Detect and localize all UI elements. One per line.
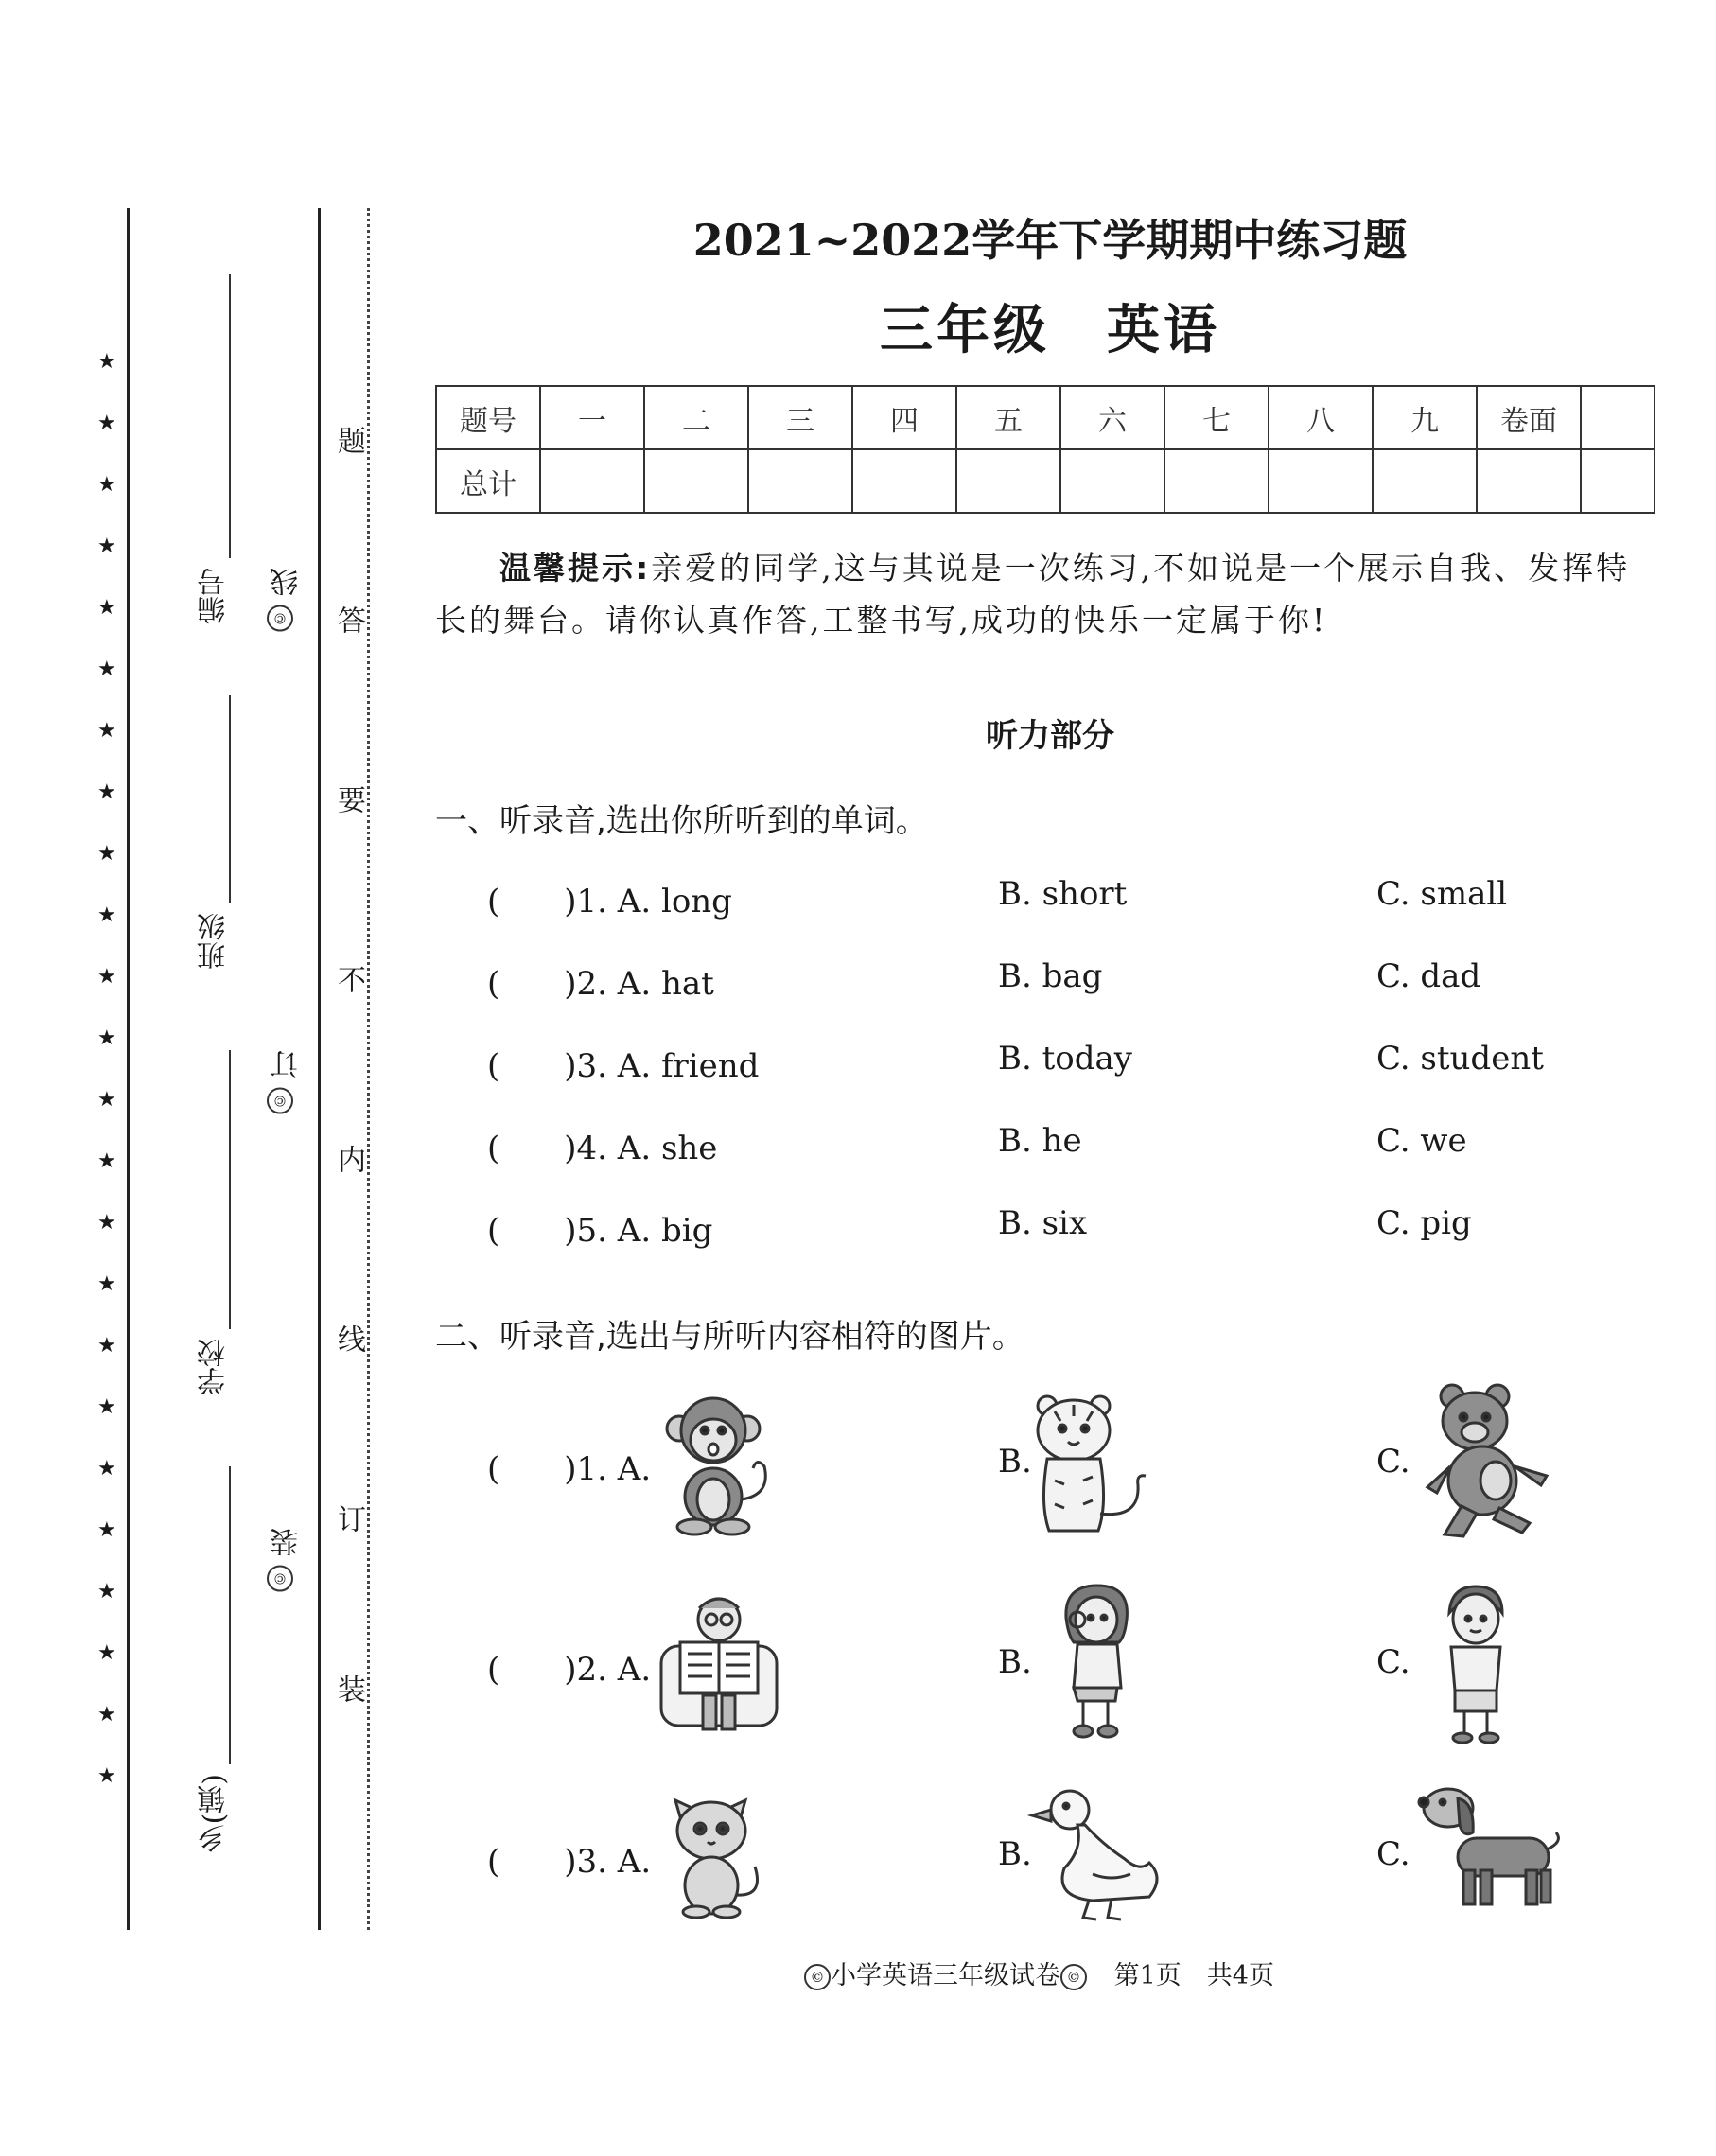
- field-line-number[interactable]: [229, 274, 231, 558]
- footer-page: 第1页 共4页: [1113, 1961, 1274, 1990]
- star-icon: ★: [97, 842, 116, 866]
- ring-icon: ©: [1060, 1964, 1087, 1990]
- question-option-a[interactable]: ( )4. A. she: [487, 1130, 718, 1167]
- score-input-cell[interactable]: [1060, 449, 1164, 513]
- star-icon: ★: [97, 596, 116, 620]
- cut-mark-order: [267, 1050, 308, 1114]
- question-row: [487, 1122, 1670, 1169]
- star-icon: ★: [97, 1088, 116, 1112]
- score-cell: 总计: [436, 449, 540, 513]
- picture-option-c[interactable]: C.: [1376, 1835, 1410, 1873]
- score-cell: [1581, 386, 1655, 449]
- ring-icon: ©: [267, 1088, 293, 1114]
- star-icon: ★: [97, 719, 116, 743]
- ring-icon: ©: [267, 1566, 293, 1592]
- picture-option-b[interactable]: B.: [998, 1443, 1032, 1481]
- warm-tip: [435, 542, 1657, 646]
- star-icon: ★: [97, 965, 116, 989]
- question-option-a[interactable]: ( )5. A. big: [487, 1212, 713, 1250]
- question-row: [487, 957, 1670, 1005]
- score-input-cell[interactable]: [748, 449, 852, 513]
- field-label-town: 乡(镇): [198, 1774, 231, 1853]
- warning-char: 装: [332, 1674, 365, 1703]
- picture-option-c[interactable]: C.: [1376, 1643, 1410, 1681]
- picture-option-b[interactable]: B.: [998, 1643, 1032, 1681]
- tiger-picture[interactable]: [1026, 1391, 1159, 1537]
- picture-option-c[interactable]: C.: [1376, 1443, 1410, 1481]
- cut-mark-bind: [267, 1528, 308, 1592]
- cut-mark-label: 线: [271, 568, 304, 596]
- question-option-b[interactable]: B. six: [998, 1204, 1088, 1242]
- star-icon: ★: [97, 903, 116, 927]
- star-icon: ★: [97, 1457, 116, 1481]
- footer-text: 小学英语三年级试卷: [831, 1961, 1060, 1990]
- exam-title: 2021~2022学年下学期期中练习题: [692, 215, 1408, 266]
- score-cell: 四: [852, 386, 956, 449]
- score-cell: 三: [748, 386, 852, 449]
- question-row: [487, 875, 1670, 922]
- duck-picture[interactable]: [1026, 1783, 1168, 1925]
- question-option-c[interactable]: C. small: [1376, 875, 1508, 913]
- listening-heading: 听力部分: [986, 717, 1114, 755]
- star-icon: ★: [97, 473, 116, 497]
- score-cell: 八: [1269, 386, 1373, 449]
- bear-picture[interactable]: [1424, 1381, 1556, 1542]
- star-icon: ★: [97, 1518, 116, 1542]
- field-label-number: 编号: [198, 568, 231, 624]
- star-icon: ★: [97, 1149, 116, 1173]
- score-cell: 二: [644, 386, 748, 449]
- warning-char: 题: [332, 426, 365, 454]
- question-row: [487, 1204, 1670, 1252]
- star-icon: ★: [97, 1580, 116, 1604]
- score-input-cell[interactable]: [1477, 449, 1581, 513]
- field-line-town[interactable]: [229, 1466, 231, 1764]
- ring-icon: ©: [267, 605, 293, 632]
- star-icon: ★: [97, 1211, 116, 1235]
- star-icon: ★: [97, 412, 116, 435]
- picture-option-a[interactable]: ( )3. A.: [487, 1843, 652, 1881]
- part1-title: 一、听录音,选出你所听到的单词。: [435, 802, 928, 840]
- warning-char: 订: [332, 1504, 365, 1533]
- score-input-cell[interactable]: [1581, 449, 1655, 513]
- picture-option-a[interactable]: ( )2. A.: [487, 1651, 652, 1689]
- score-input-cell[interactable]: [1373, 449, 1477, 513]
- score-cell: 六: [1060, 386, 1164, 449]
- question-option-b[interactable]: B. short: [998, 875, 1128, 913]
- question-option-a[interactable]: ( )1. A. long: [487, 883, 732, 920]
- question-option-b[interactable]: B. bag: [998, 957, 1103, 995]
- picture-option-b[interactable]: B.: [998, 1835, 1032, 1873]
- star-icon: ★: [97, 1026, 116, 1050]
- warning-char: 不: [332, 965, 365, 993]
- star-icon: ★: [97, 350, 116, 374]
- score-cell: 题号: [436, 386, 540, 449]
- score-input-cell[interactable]: [644, 449, 748, 513]
- warning-char: 内: [332, 1145, 365, 1173]
- grandpa-picture[interactable]: [657, 1589, 780, 1736]
- cut-mark-label: 订: [271, 1050, 304, 1078]
- question-option-c[interactable]: C. dad: [1376, 957, 1481, 995]
- warm-tip-label: 温馨提示:: [499, 550, 652, 587]
- score-cell: 五: [956, 386, 1060, 449]
- score-input-cell[interactable]: [852, 449, 956, 513]
- star-icon: ★: [97, 1334, 116, 1358]
- part2-title: 二、听录音,选出与所听内容相符的图片。: [435, 1318, 1024, 1356]
- score-input-cell[interactable]: [1269, 449, 1373, 513]
- cat-picture[interactable]: [662, 1783, 766, 1920]
- field-label-class: 班级: [198, 913, 231, 970]
- cut-mark-line: [267, 568, 308, 632]
- warning-char: 要: [332, 785, 365, 814]
- score-input-cell[interactable]: [956, 449, 1060, 513]
- boy-picture[interactable]: [1438, 1585, 1514, 1745]
- score-cell: 七: [1164, 386, 1269, 449]
- warning-char: 线: [332, 1324, 365, 1353]
- question-option-b[interactable]: B. he: [998, 1122, 1082, 1160]
- star-icon: ★: [97, 1764, 116, 1788]
- star-icon: ★: [97, 1395, 116, 1419]
- score-table-header-row: [436, 386, 1655, 449]
- score-input-cell[interactable]: [540, 449, 644, 513]
- field-line-school[interactable]: [229, 1050, 231, 1329]
- cut-dotted-line: [367, 208, 370, 1930]
- star-icon: ★: [97, 535, 116, 558]
- score-table: [435, 385, 1655, 514]
- girl-picture[interactable]: [1055, 1582, 1140, 1743]
- page-footer: [804, 1954, 1274, 1991]
- star-icon: ★: [97, 1272, 116, 1296]
- ring-icon: ©: [804, 1964, 831, 1990]
- star-icon: ★: [97, 1703, 116, 1727]
- monkey-picture[interactable]: [662, 1391, 776, 1537]
- score-input-cell[interactable]: [1164, 449, 1269, 513]
- field-label-school: 学校: [198, 1339, 231, 1395]
- dog-picture[interactable]: [1414, 1783, 1566, 1916]
- picture-option-a[interactable]: ( )1. A.: [487, 1450, 652, 1488]
- warm-tip-text: 亲爱的同学,这与其说是一次练习,不如说是一个展示自我、发挥特长的舞台。请你认真作答,工整书写,成功的快乐一定属于你!: [435, 550, 1631, 639]
- question-option-c[interactable]: C. pig: [1376, 1204, 1472, 1242]
- question-option-a[interactable]: ( )2. A. hat: [487, 965, 714, 1003]
- exam-subtitle: 三年级 英语: [880, 299, 1220, 361]
- field-line-class[interactable]: [229, 695, 231, 903]
- question-option-a[interactable]: ( )3. A. friend: [487, 1047, 760, 1085]
- question-option-b[interactable]: B. today: [998, 1040, 1132, 1078]
- star-icon: ★: [97, 657, 116, 681]
- score-cell: 九: [1373, 386, 1477, 449]
- star-icon: ★: [97, 780, 116, 804]
- binding-inner-line: [318, 208, 321, 1930]
- question-option-c[interactable]: C. student: [1376, 1040, 1544, 1078]
- star-icon: ★: [97, 1641, 116, 1665]
- warning-char: 答: [332, 605, 365, 634]
- binding-outer-line: [127, 208, 130, 1930]
- question-row: [487, 1040, 1670, 1087]
- question-option-c[interactable]: C. we: [1376, 1122, 1467, 1160]
- score-table-total-row: [436, 449, 1655, 513]
- score-cell: 卷面: [1477, 386, 1581, 449]
- cut-mark-label: 装: [271, 1528, 304, 1556]
- score-cell: 一: [540, 386, 644, 449]
